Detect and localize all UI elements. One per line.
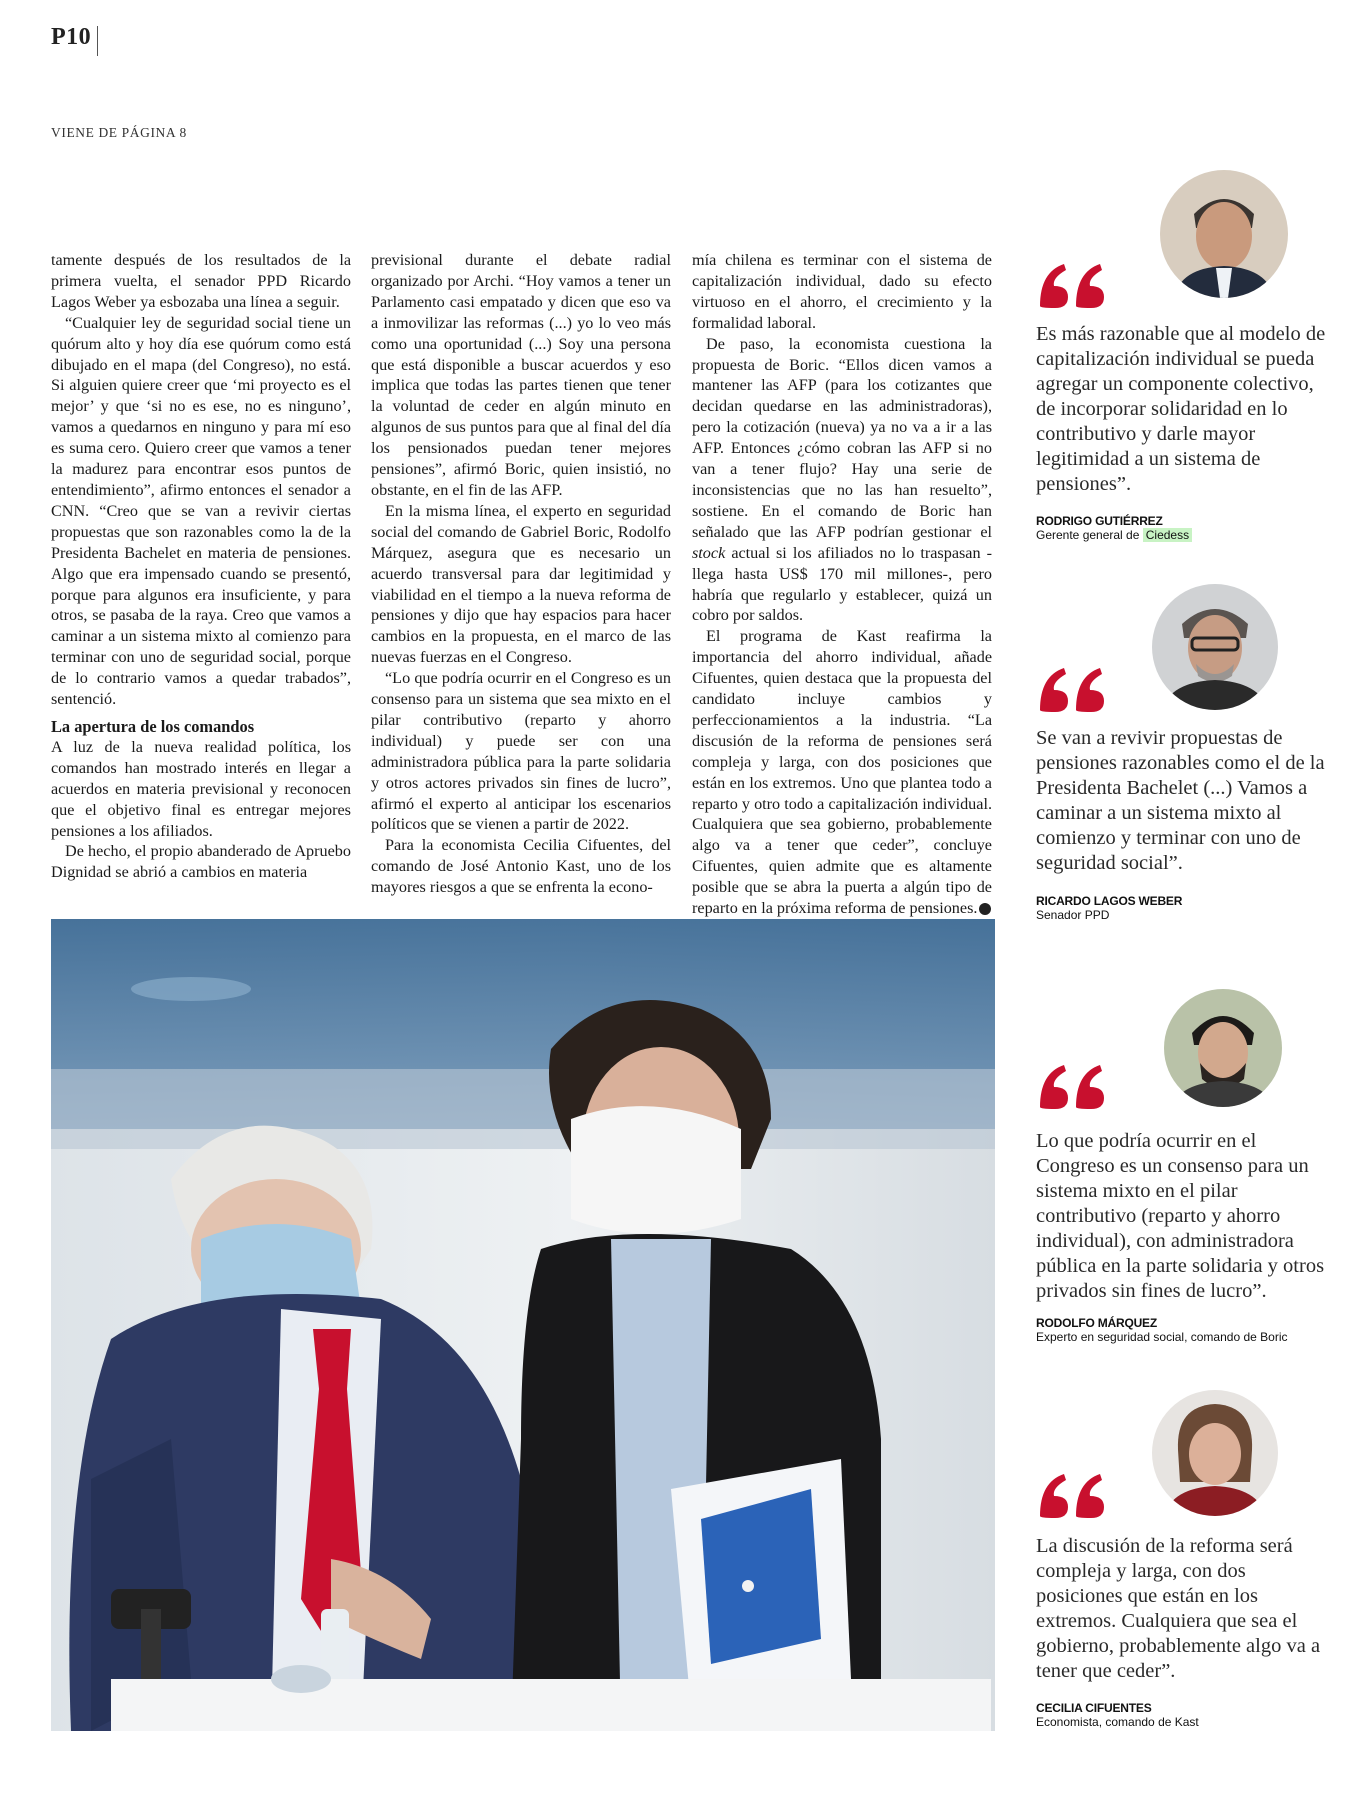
page-number: P10: [51, 24, 92, 50]
end-mark-icon: P: [979, 903, 991, 915]
paragraph: De hecho, el propio abanderado de Apruebo Dignidad se abrió a cambios en materia: [51, 842, 351, 882]
paragraph-text: actual si los afiliados no lo traspasan -llega hasta US$ 170 mil millones-, pero habría que regularlo y establecer, quizá un cobro por saldos.: [692, 543, 993, 625]
quote-text: Lo que podría ocurrir en el Congreso es un consenso para un sistema mixto en el pilar contributivo (reparto y ahorro individual), con administradora pública en la parte solidaria y otros privados sin fines de lucro”.: [1036, 1130, 1325, 1302]
paragraph: mía chilena es terminar con el sistema de capitalización individual, dado su efecto virtuoso en el ahorro, el crecimiento y la formalidad laboral.: [692, 251, 992, 332]
paragraph: “Lo que podría ocurrir en el Congreso es un consenso para un sistema que sea mixto en el pilar contributivo (reparto y ahorro individual) y puede ser con una administradora pública para la parte solidaria y otros actores privados sin fines de lucro”, afirmó el experto al anticipar los escenarios políticos que se vienen a partir de 2022.: [371, 669, 671, 834]
portrait-illustration: [1152, 584, 1278, 710]
subheading: La apertura de los comandos: [51, 716, 255, 736]
quote-text: La discusión de la reforma será compleja y larga, con dos posiciones que están en los extremos. Cualquiera que sea el gobierno, probablemente algo va a tener que ceder”.: [1036, 1535, 1321, 1682]
italic-term: stock: [692, 543, 726, 562]
paragraph: [692, 626, 1000, 919]
quote-author-name: CECILIA CIFUENTES: [1036, 1701, 1152, 1715]
avatar: [1160, 170, 1288, 298]
role-text: Gerente general de: [1036, 528, 1140, 542]
paragraph: Para la economista Cecilia Cifuentes, del comando de José Antonio Kast, uno de los mayores riesgos a que se enfrenta la econo-: [371, 836, 671, 897]
quote-author-role: Senador PPD: [1036, 908, 1110, 922]
paragraph: [692, 334, 992, 627]
pull-quote: [1036, 985, 1326, 1345]
portrait-illustration: [1160, 170, 1288, 298]
paragraph: En la misma línea, el experto en seguridad social del comando de Gabriel Boric, Rodolfo Márquez, asegura que es necesario un acuerdo transversal para dar legitimidad y viabilidad en el tiempo a la nueva reforma de pensiones y dijo que hay espacios para hacer cambios en la propuesta, en el marco de las nuevas fuerzas en el Congreso.: [371, 501, 671, 667]
quote-author-name: RODRIGO GUTIÉRREZ: [1036, 514, 1163, 528]
quote-mark-icon: [1036, 260, 1108, 310]
paragraph-text: De paso, la economista cuestiona la propuesta de Boric. “Ellos dicen vamos a mantener las AFP (para los cotizantes que decidan quedarse en las administradoras), pero la cotización (nueva) ya no va a ir a las AFP. Entonces ¿cómo cobran las AFP si no van a tener flujo? Hay una serie de inconsistencias que no las han resuelto”, sostiene. En el comando de Boric han señalado que las AFP podrían gestionar el: [692, 334, 992, 541]
quote-mark-icon: [1036, 664, 1108, 714]
pull-quote: [1036, 170, 1326, 540]
photo-illustration: [51, 919, 995, 1731]
article-column-2: [371, 250, 671, 898]
quote-author-name: RODOLFO MÁRQUEZ: [1036, 1316, 1157, 1330]
quote-author-role: Experto en seguridad social, comando de Boric: [1036, 1330, 1288, 1344]
portrait-illustration: [1152, 1390, 1278, 1516]
quote-mark-icon: [1036, 1061, 1108, 1111]
paragraph: previsional durante el debate radial organizado por Archi. “Hoy vamos a tener un Parlamento casi empatado y dicen que eso va a inmovilizar las reformas (...) yo lo veo más como una oportunidad (...) Soy una persona que está disponible a buscar acuerdos y eso implica que todas las partes tienen que tener la voluntad de ceder en algún minuto en algunos de sus puntos para que al final del día los pensionados puedan tener mejores pensiones”, afirmó Boric, quien insistió, no obstante, en el fin de las AFP.: [371, 251, 671, 499]
avatar: [1152, 584, 1278, 710]
continued-from-label: VIENE DE PÁGINA 8: [51, 125, 187, 140]
quote-mark-icon: [1036, 1470, 1108, 1520]
paragraph-text: El programa de Kast reafirma la importancia del ahorro individual, añade Cifuentes, quien destaca que la propuesta del candidato incluye cambios y perfeccionamientos a la industria. “La discusión de la reforma de pensiones será compleja y larga, con dos posiciones que están en los extremos. Uno que plantea todo a reparto y otro todo a capitalización individual. Cualquiera que sea gobierno, probablemente algo va a tener que ceder”, concluye Cifuentes, quien admite que es altamente posible que se abra la puerta a algún tipo de reparto en la próxima reforma de pensiones.: [692, 627, 992, 918]
article-column-1: [51, 250, 351, 883]
portrait-illustration: [1164, 989, 1282, 1107]
highlighted-term: Ciedess: [1143, 528, 1192, 542]
quote-author-role: [1036, 528, 1192, 542]
paragraph: “Cualquier ley de seguridad social tiene un quórum alto y hoy día ese quórum como está dibujado en el mapa (del Congreso), no está. Si alguien quiere creer que ‘mi proyecto es el mejor’ y que ‘si no es ese, no es ninguno’, vamos a quedarnos en ninguno y para mí eso es suma cero. Quiero creer que vamos a tener la madurez para encontrar esos puntos de entendimiento”, afirmo entonces el senador a CNN. “Creo que se van a revivir ciertas propuestas que son razonables como la de la Presidenta Bachelet en materia de pensiones. Algo que era impensado cuando se presentó, porque para algunos era insuficiente, y para otros, se pasaba de la raya. Creo que vamos a caminar a un sistema mixto al comienzo para terminar con uno de seguridad social, porque de lo contrario vamos a quedar trabados”, sentenció.: [51, 313, 351, 709]
quote-author-name: RICARDO LAGOS WEBER: [1036, 894, 1183, 908]
pull-quote: [1036, 1390, 1326, 1730]
avatar: [1152, 1390, 1278, 1516]
news-photo: [51, 919, 995, 1731]
quote-text: Se van a revivir propuestas de pensiones razonables como el de la Presidenta Bachelet (...) Vamos a caminar a un sistema mixto al comienzo y terminar con uno de seguridad social”.: [1036, 727, 1325, 874]
avatar: [1164, 989, 1282, 1107]
quote-text: Es más razonable que al modelo de capitalización individual se pueda agregar un componente colectivo, de incorporar solidaridad en lo contributivo y darle mayor legitimidad a un sistema de pensiones”.: [1036, 323, 1326, 495]
header-divider: [97, 26, 98, 56]
paragraph: tamente después de los resultados de la primera vuelta, el senador PPD Ricardo Lagos Weber ya esbozaba una línea a seguir.: [51, 251, 351, 311]
quote-author-role: Economista, comando de Kast: [1036, 1715, 1199, 1729]
paragraph: A luz de la nueva realidad política, los comandos han mostrado interés en llegar a acuerdos en materia previsional y reconocen que el objetivo final es entregar mejores pensiones a los afiliados.: [51, 737, 351, 840]
pull-quote: [1036, 580, 1326, 920]
article-column-3: [692, 250, 1000, 919]
